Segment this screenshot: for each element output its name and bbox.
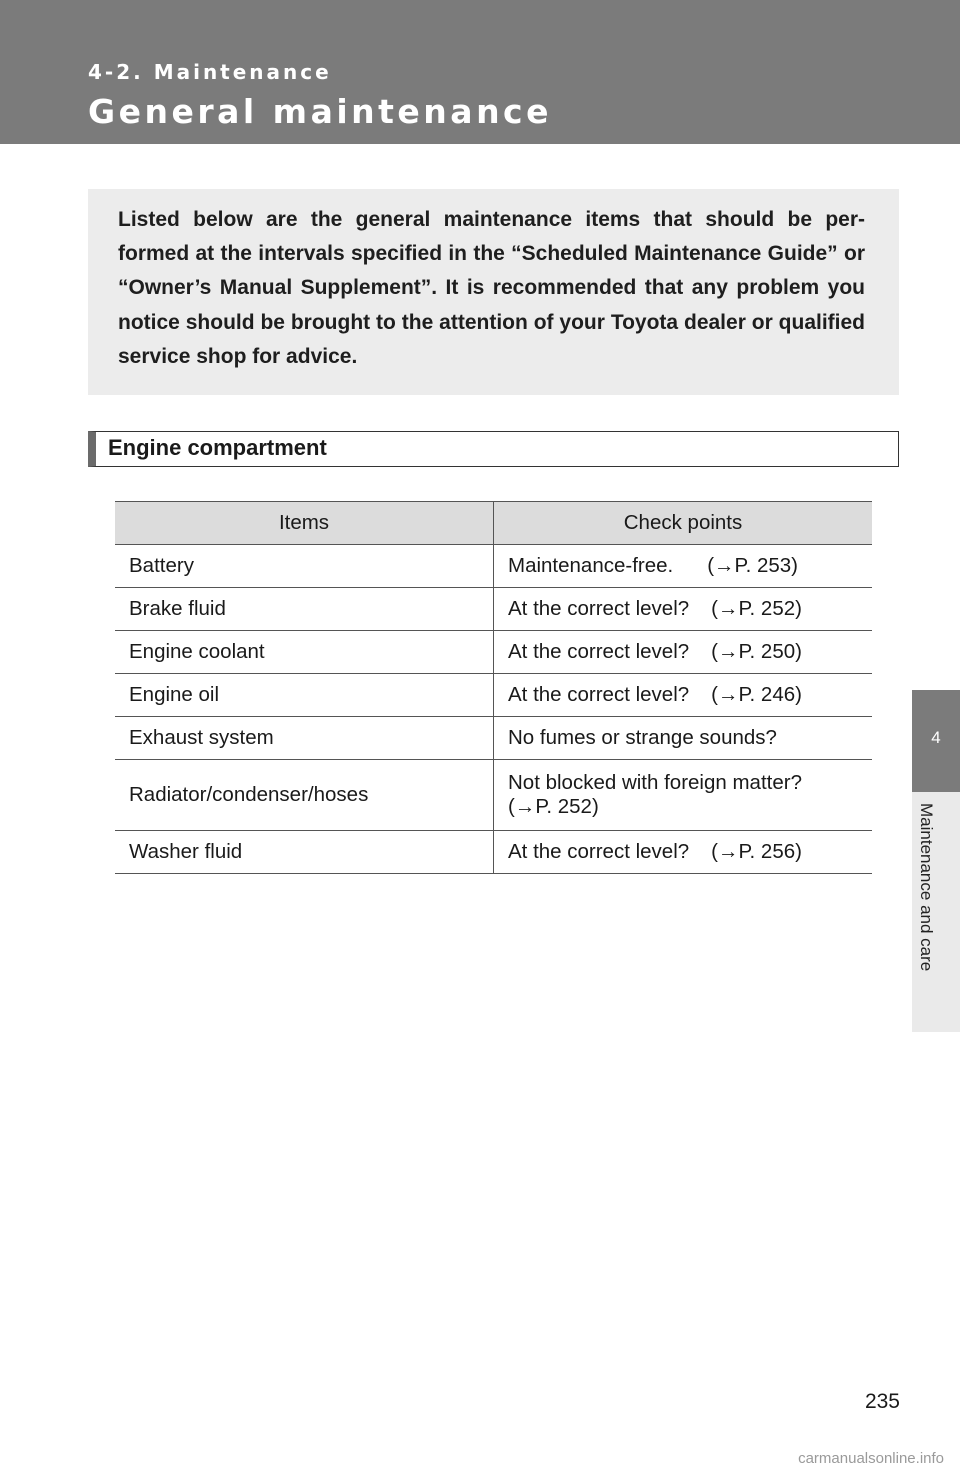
page-header xyxy=(0,0,960,144)
check-text: At the correct level? xyxy=(508,597,690,620)
page-ref: (→P. 250) xyxy=(711,640,802,663)
chapter-label: Maintenance and care xyxy=(917,803,936,972)
page-title: General maintenance xyxy=(88,92,552,131)
table-row xyxy=(115,760,872,831)
subheading: Engine compartment xyxy=(88,431,899,467)
check-text: At the correct level? xyxy=(508,683,690,706)
check-cell xyxy=(494,631,873,674)
check-cell xyxy=(494,588,873,631)
check-cell xyxy=(494,831,873,874)
watermark: carmanualsonline.info xyxy=(798,1450,944,1467)
item-cell: Battery xyxy=(115,545,494,588)
header-check-points: Check points xyxy=(494,502,873,545)
table-header-row xyxy=(115,502,872,545)
check-text: No fumes or strange sounds? xyxy=(508,726,777,749)
page-ref: (→P. 253) xyxy=(707,554,799,577)
item-cell: Radiator/condenser/hoses xyxy=(115,760,494,831)
item-cell: Engine coolant xyxy=(115,631,494,674)
intro-text: Listed below are the general maintenance items that should be per- formed at the intervals specified in the “Scheduled Maintenance Guide” or “Owner’s Manual Supplement”. It is recommended that any problem you notice should be brought to the attention of your Toyota dealer or qualified service shop for advice. xyxy=(118,208,865,368)
page-ref: (→P. 252) xyxy=(508,795,599,818)
page-ref: (→P. 256) xyxy=(711,840,802,863)
check-text: Maintenance-free. xyxy=(508,554,674,577)
check-cell xyxy=(494,717,873,760)
table-row xyxy=(115,631,872,674)
item-cell: Engine oil xyxy=(115,674,494,717)
header-items: Items xyxy=(115,502,494,545)
page-ref: (→P. 246) xyxy=(711,683,802,706)
page-ref: (→P. 252) xyxy=(711,597,802,620)
check-cell xyxy=(494,760,873,831)
item-cell: Exhaust system xyxy=(115,717,494,760)
table-row xyxy=(115,831,872,874)
check-text: Not blocked with foreign matter? xyxy=(508,771,802,794)
table-row xyxy=(115,717,872,760)
table-row xyxy=(115,674,872,717)
check-cell xyxy=(494,674,873,717)
check-cell xyxy=(494,545,873,588)
table-row xyxy=(115,588,872,631)
page-number: 235 xyxy=(864,1390,900,1413)
intro-box xyxy=(88,189,899,395)
check-text: At the correct level? xyxy=(508,840,690,863)
item-cell: Washer fluid xyxy=(115,831,494,874)
maintenance-table xyxy=(115,501,872,874)
chapter-number: 4 xyxy=(931,728,941,747)
check-text: At the correct level? xyxy=(508,640,690,663)
item-cell: Brake fluid xyxy=(115,588,494,631)
section-label: 4-2. Maintenance xyxy=(88,60,332,84)
table-row xyxy=(115,545,872,588)
